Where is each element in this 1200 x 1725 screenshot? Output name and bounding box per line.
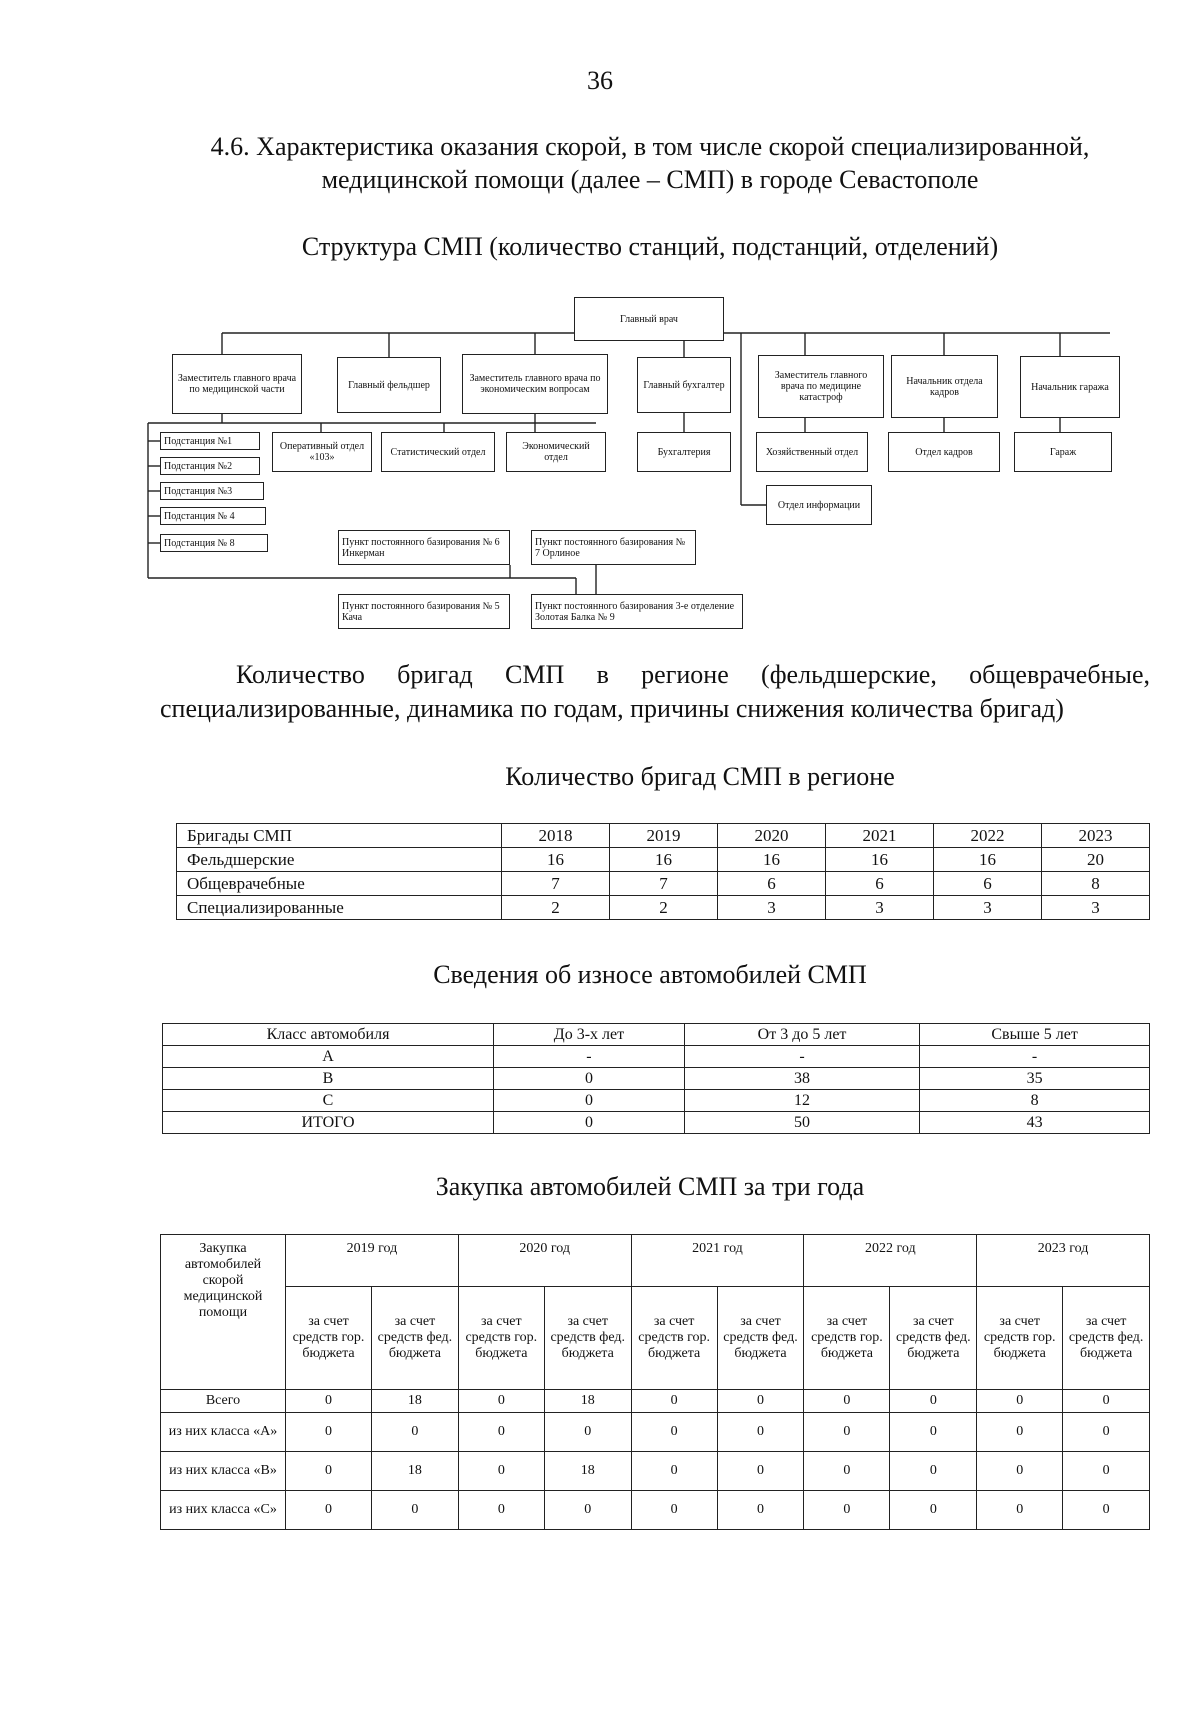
table-cell: 0 xyxy=(1063,1413,1150,1452)
table-cell: 0 xyxy=(286,1491,372,1530)
header-cell: 2020 xyxy=(718,824,826,848)
year-cell: 2019 год xyxy=(286,1235,459,1287)
table-cell: 0 xyxy=(717,1413,804,1452)
org-post7: Пункт постоянного базирования № 7 Орлиное xyxy=(531,530,696,565)
table-cell: 0 xyxy=(458,1413,544,1452)
table-cell: 0 xyxy=(286,1390,372,1413)
header-cell: Класс автомобиля xyxy=(163,1024,494,1046)
table-cell: 7 xyxy=(610,872,718,896)
org-sub8: Подстанция № 8 xyxy=(160,534,268,552)
table-cell: 0 xyxy=(631,1390,717,1413)
header-cell: От 3 до 5 лет xyxy=(684,1024,919,1046)
table-cell: 0 xyxy=(977,1491,1063,1530)
table-cell: С xyxy=(163,1090,494,1112)
table-cell: 8 xyxy=(920,1090,1150,1112)
sub-cell: за счет средств гор. бюджета xyxy=(286,1287,372,1390)
table-cell: 6 xyxy=(718,872,826,896)
sub-cell: за счет средств фед. бюджета xyxy=(1063,1287,1150,1390)
table-cell: 0 xyxy=(631,1413,717,1452)
table-cell: 0 xyxy=(286,1452,372,1491)
table-row xyxy=(163,1112,1150,1134)
purchase-table xyxy=(160,1234,1150,1530)
table-cell: 0 xyxy=(977,1452,1063,1491)
table-cell: 7 xyxy=(502,872,610,896)
brigades-title: Количество бригад СМП в регионе xyxy=(505,762,895,791)
table-cell: 0 xyxy=(372,1413,459,1452)
year-cell: 2023 год xyxy=(977,1235,1150,1287)
org-dep-disaster: Заместитель главного врача по медицине катастроф xyxy=(758,355,884,418)
sub-cell: за счет средств фед. бюджета xyxy=(890,1287,977,1390)
table-cell: 0 xyxy=(1063,1452,1150,1491)
table-cell: 0 xyxy=(1063,1491,1150,1530)
table-cell: 2 xyxy=(610,896,718,920)
brigades-paragraph-text: Количество бригад СМП в регионе (фельдшерские, общеврачебные, специализированные, динамика по годам, причины снижения количества бригад) xyxy=(160,660,1150,723)
header-cell: Бригады СМП xyxy=(177,824,502,848)
sub-cell: за счет средств гор. бюджета xyxy=(804,1287,890,1390)
table-row xyxy=(177,896,1150,920)
table-cell: 3 xyxy=(826,896,934,920)
table-cell: 8 xyxy=(1042,872,1150,896)
table-cell: 38 xyxy=(684,1068,919,1090)
table-cell: 0 xyxy=(890,1491,977,1530)
org-household: Хозяйственный отдел xyxy=(756,432,868,472)
header-cell: 2022 xyxy=(934,824,1042,848)
table-cell: Всего xyxy=(161,1390,286,1413)
table-cell: 0 xyxy=(458,1491,544,1530)
header-cell: 2023 xyxy=(1042,824,1150,848)
org-garage: Гараж xyxy=(1014,432,1112,472)
page-number: 36 xyxy=(587,66,613,95)
wear-table xyxy=(162,1023,1150,1134)
brigades-table xyxy=(176,823,1150,920)
org-hr-dept: Отдел кадров xyxy=(888,432,1000,472)
table-cell: 16 xyxy=(502,848,610,872)
table-cell: 0 xyxy=(804,1491,890,1530)
table-row xyxy=(177,848,1150,872)
table-cell: 0 xyxy=(544,1491,631,1530)
org-information: Отдел информации xyxy=(766,485,872,525)
table-cell: 0 xyxy=(804,1390,890,1413)
org-accounting: Бухгалтерия xyxy=(637,432,731,472)
table-cell: В xyxy=(163,1068,494,1090)
table-cell: 43 xyxy=(920,1112,1150,1134)
org-sub2: Подстанция №2 xyxy=(160,457,260,475)
table-cell: 0 xyxy=(372,1491,459,1530)
table-cell: 0 xyxy=(977,1413,1063,1452)
table-cell: А xyxy=(163,1046,494,1068)
header-cell: 2021 xyxy=(826,824,934,848)
table-cell: 50 xyxy=(684,1112,919,1134)
table-cell: 6 xyxy=(826,872,934,896)
table-row xyxy=(163,1046,1150,1068)
table-cell: 0 xyxy=(631,1491,717,1530)
table-cell: из них класса «В» xyxy=(161,1452,286,1491)
org-garage-head: Начальник гаража xyxy=(1020,356,1120,418)
year-cell: 2021 год xyxy=(631,1235,804,1287)
org-dep-econ: Заместитель главного врача по экономическим вопросам xyxy=(462,354,608,414)
table-cell: 18 xyxy=(372,1452,459,1491)
table-cell: 0 xyxy=(804,1452,890,1491)
table-cell: Общеврачебные xyxy=(177,872,502,896)
table-cell: ИТОГО xyxy=(163,1112,494,1134)
table-cell: 0 xyxy=(494,1112,685,1134)
table-header-row xyxy=(161,1235,1150,1287)
sub-cell: за счет средств гор. бюджета xyxy=(458,1287,544,1390)
table-cell: 0 xyxy=(494,1090,685,1112)
table-cell: 18 xyxy=(372,1390,459,1413)
table-row xyxy=(163,1090,1150,1112)
purchase-title: Закупка автомобилей СМП за три года xyxy=(435,1172,865,1201)
org-chief-accountant: Главный бухгалтер xyxy=(637,357,731,413)
sub-cell: за счет средств гор. бюджета xyxy=(631,1287,717,1390)
table-row xyxy=(161,1491,1150,1530)
table-cell: - xyxy=(494,1046,685,1068)
table-row xyxy=(163,1068,1150,1090)
header-cell: Свыше 5 лет xyxy=(920,1024,1150,1046)
org-post9: Пункт постоянного базирования 3-е отделение Золотая Балка № 9 xyxy=(531,594,743,629)
table-cell: 0 xyxy=(458,1390,544,1413)
table-cell: 3 xyxy=(934,896,1042,920)
table-cell: 0 xyxy=(458,1452,544,1491)
table-cell: 0 xyxy=(804,1413,890,1452)
table-cell: из них класса «А» xyxy=(161,1413,286,1452)
sub-cell: за счет средств фед. бюджета xyxy=(372,1287,459,1390)
table-cell: 16 xyxy=(610,848,718,872)
table-cell: - xyxy=(684,1046,919,1068)
table-cell: 0 xyxy=(286,1413,372,1452)
table-cell: 0 xyxy=(977,1390,1063,1413)
year-cell: 2020 год xyxy=(458,1235,631,1287)
org-statistics: Статистический отдел xyxy=(381,432,495,472)
org-dep-med: Заместитель главного врача по медицинской части xyxy=(172,354,302,414)
brigades-paragraph xyxy=(160,658,1150,726)
org-sub3: Подстанция №3 xyxy=(160,482,264,500)
table-cell: 16 xyxy=(934,848,1042,872)
table-cell: 3 xyxy=(1042,896,1150,920)
table-cell: 16 xyxy=(718,848,826,872)
sub-cell: за счет средств фед. бюджета xyxy=(717,1287,804,1390)
table-cell: 18 xyxy=(544,1452,631,1491)
table-header-row xyxy=(177,824,1150,848)
sub-cell: за счет средств фед. бюджета xyxy=(544,1287,631,1390)
table-cell: 35 xyxy=(920,1068,1150,1090)
table-cell: 0 xyxy=(717,1491,804,1530)
table-subheader-row xyxy=(161,1287,1150,1390)
table-cell: 0 xyxy=(544,1413,631,1452)
table-cell: 0 xyxy=(494,1068,685,1090)
table-cell: 0 xyxy=(890,1413,977,1452)
table-cell: 0 xyxy=(1063,1390,1150,1413)
wear-title: Сведения об износе автомобилей СМП xyxy=(433,960,867,989)
table-row xyxy=(161,1390,1150,1413)
table-row xyxy=(161,1413,1150,1452)
org-chief-feldsher: Главный фельдшер xyxy=(337,357,441,413)
sub-cell: за счет средств гор. бюджета xyxy=(977,1287,1063,1390)
table-cell: 0 xyxy=(890,1452,977,1491)
org-chief: Главный врач xyxy=(574,297,724,341)
table-cell: 18 xyxy=(544,1390,631,1413)
org-post5: Пункт постоянного базирования № 5 Кача xyxy=(338,594,510,629)
table-cell: 0 xyxy=(890,1390,977,1413)
table-cell: Фельдшерские xyxy=(177,848,502,872)
structure-title: Структура СМП (количество станций, подстанций, отделений) xyxy=(301,232,999,261)
table-row xyxy=(161,1452,1150,1491)
table-cell: 3 xyxy=(718,896,826,920)
section-heading: 4.6. Характеристика оказания скорой, в том числе скорой специализированной, медицинской помощи (далее – СМП) в городе Севастополе xyxy=(210,132,1090,194)
table-cell: 20 xyxy=(1042,848,1150,872)
org-sub4: Подстанция № 4 xyxy=(160,507,266,525)
header-cell: 2018 xyxy=(502,824,610,848)
table-header-row xyxy=(163,1024,1150,1046)
header-cell: До 3-х лет xyxy=(494,1024,685,1046)
org-sub1: Подстанция №1 xyxy=(160,432,260,450)
table-cell: 0 xyxy=(717,1390,804,1413)
table-row xyxy=(177,872,1150,896)
org-operative: Оперативный отдел «103» xyxy=(272,432,372,472)
org-post6: Пункт постоянного базирования № 6 Инкерман xyxy=(338,530,510,565)
org-economic: Экономический отдел xyxy=(506,432,606,472)
header-cell: 2019 xyxy=(610,824,718,848)
corner-cell: Закупка автомобилей скорой медицинской помощи xyxy=(161,1235,286,1390)
table-cell: - xyxy=(920,1046,1150,1068)
org-hr-head: Начальник отдела кадров xyxy=(891,355,998,418)
year-cell: 2022 год xyxy=(804,1235,977,1287)
table-cell: из них класса «С» xyxy=(161,1491,286,1530)
table-cell: 6 xyxy=(934,872,1042,896)
table-cell: 12 xyxy=(684,1090,919,1112)
table-cell: Специализированные xyxy=(177,896,502,920)
table-cell: 16 xyxy=(826,848,934,872)
table-cell: 0 xyxy=(717,1452,804,1491)
table-cell: 0 xyxy=(631,1452,717,1491)
table-cell: 2 xyxy=(502,896,610,920)
